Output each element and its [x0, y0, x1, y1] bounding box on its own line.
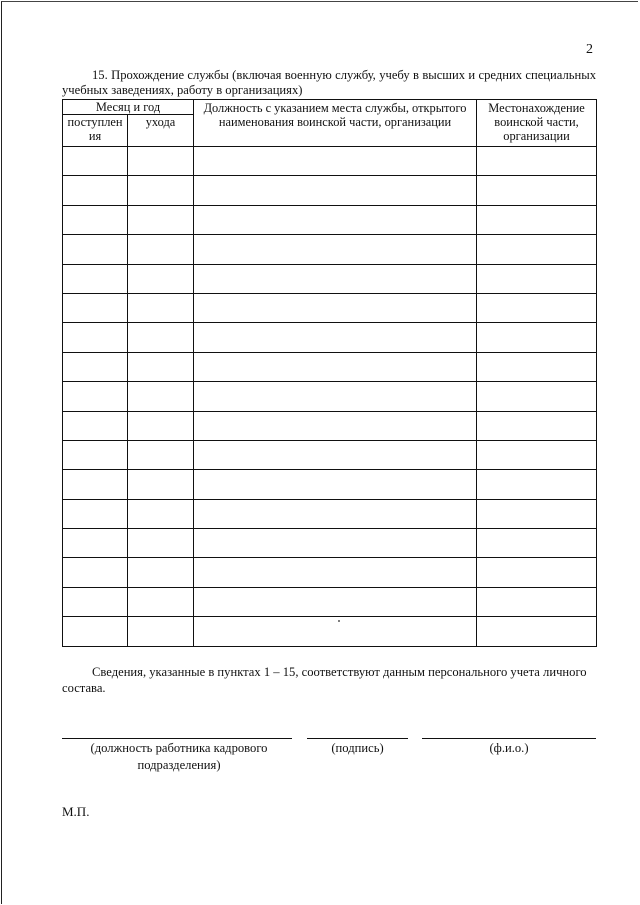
- table-row: [63, 617, 597, 646]
- cell-exit[interactable]: [128, 205, 194, 234]
- signature-line[interactable]: [307, 738, 408, 739]
- page-number: 2: [586, 42, 593, 57]
- cell-entry[interactable]: [63, 558, 128, 587]
- cell-entry[interactable]: [63, 205, 128, 234]
- cell-exit[interactable]: [128, 558, 194, 587]
- cell-location[interactable]: [477, 352, 597, 381]
- cell-entry[interactable]: [63, 176, 128, 205]
- table-row: [63, 323, 597, 352]
- table-row: [63, 235, 597, 264]
- cell-position[interactable]: [194, 293, 477, 322]
- table-row: [63, 293, 597, 322]
- cell-entry[interactable]: [63, 352, 128, 381]
- cell-entry[interactable]: [63, 323, 128, 352]
- table-row: [63, 440, 597, 469]
- cell-exit[interactable]: [128, 499, 194, 528]
- signature-caption: (подпись): [331, 741, 384, 755]
- cell-entry[interactable]: [63, 440, 128, 469]
- cell-position[interactable]: [194, 440, 477, 469]
- cell-location[interactable]: [477, 411, 597, 440]
- cell-location[interactable]: [477, 264, 597, 293]
- cell-location[interactable]: [477, 147, 597, 176]
- statement-text: Сведения, указанные в пунктах 1 – 15, соответствуют данным персонального учета личного состава.: [62, 665, 587, 695]
- cell-entry[interactable]: [63, 235, 128, 264]
- cell-location[interactable]: [477, 235, 597, 264]
- cell-position[interactable]: [194, 205, 477, 234]
- table-row: [63, 558, 597, 587]
- name-signature-line[interactable]: [422, 738, 596, 739]
- cell-exit[interactable]: [128, 176, 194, 205]
- cell-position[interactable]: [194, 617, 477, 646]
- cell-location[interactable]: [477, 293, 597, 322]
- cell-location[interactable]: [477, 323, 597, 352]
- header-month-year: Месяц и год: [63, 100, 194, 115]
- cell-entry[interactable]: [63, 587, 128, 616]
- cell-location[interactable]: [477, 617, 597, 646]
- cell-location[interactable]: [477, 205, 597, 234]
- cell-entry[interactable]: [63, 529, 128, 558]
- cell-position[interactable]: [194, 499, 477, 528]
- table-row: [63, 529, 597, 558]
- cell-position[interactable]: [194, 587, 477, 616]
- table-row: [63, 499, 597, 528]
- cell-position[interactable]: [194, 176, 477, 205]
- cell-position[interactable]: [194, 323, 477, 352]
- header-entry: поступлен ия: [63, 115, 128, 147]
- cell-entry[interactable]: [63, 617, 128, 646]
- header-exit: ухода: [128, 115, 194, 147]
- cell-location[interactable]: [477, 440, 597, 469]
- cell-exit[interactable]: [128, 382, 194, 411]
- position-caption: (должность работника кадрового подразделения): [90, 741, 268, 772]
- cell-position[interactable]: [194, 264, 477, 293]
- table-row: [63, 205, 597, 234]
- position-signature-line[interactable]: [62, 738, 292, 739]
- cell-location[interactable]: [477, 558, 597, 587]
- cell-position[interactable]: [194, 352, 477, 381]
- table-row: [63, 470, 597, 499]
- cell-location[interactable]: [477, 529, 597, 558]
- cell-exit[interactable]: [128, 264, 194, 293]
- cell-entry[interactable]: [63, 470, 128, 499]
- table-row: [63, 264, 597, 293]
- cell-exit[interactable]: [128, 411, 194, 440]
- cell-exit[interactable]: [128, 470, 194, 499]
- header-location: Местонахождение воинской части, организации: [477, 100, 597, 147]
- cell-location[interactable]: [477, 587, 597, 616]
- cell-exit[interactable]: [128, 617, 194, 646]
- table-row: [63, 147, 597, 176]
- cell-exit[interactable]: [128, 235, 194, 264]
- cell-location[interactable]: [477, 382, 597, 411]
- cell-entry[interactable]: [63, 147, 128, 176]
- cell-exit[interactable]: [128, 147, 194, 176]
- cell-position[interactable]: [194, 147, 477, 176]
- cell-entry[interactable]: [63, 499, 128, 528]
- table-row: [63, 411, 597, 440]
- cell-exit[interactable]: [128, 440, 194, 469]
- cell-entry[interactable]: [63, 293, 128, 322]
- cell-exit[interactable]: [128, 352, 194, 381]
- cell-position[interactable]: [194, 558, 477, 587]
- section-title: 15. Прохождение службы (включая военную службу, учебу в высших и средних специальных учебных заведениях, работу в организациях): [62, 68, 596, 97]
- cell-location[interactable]: [477, 176, 597, 205]
- table-row: [63, 352, 597, 381]
- cell-position[interactable]: [194, 235, 477, 264]
- cell-position[interactable]: [194, 470, 477, 499]
- service-table: [62, 99, 597, 647]
- table-row: [63, 176, 597, 205]
- cell-exit[interactable]: [128, 293, 194, 322]
- cell-position[interactable]: [194, 382, 477, 411]
- cell-exit[interactable]: [128, 323, 194, 352]
- table-row: [63, 587, 597, 616]
- table-row: [63, 382, 597, 411]
- stray-mark: [338, 620, 340, 622]
- cell-entry[interactable]: [63, 264, 128, 293]
- table-body: [63, 147, 597, 647]
- cell-exit[interactable]: [128, 529, 194, 558]
- cell-location[interactable]: [477, 470, 597, 499]
- cell-position[interactable]: [194, 529, 477, 558]
- header-position: Должность с указанием места службы, открытого наименования воинской части, организации: [194, 100, 477, 147]
- cell-exit[interactable]: [128, 587, 194, 616]
- cell-location[interactable]: [477, 499, 597, 528]
- cell-position[interactable]: [194, 411, 477, 440]
- cell-entry[interactable]: [63, 411, 128, 440]
- cell-entry[interactable]: [63, 382, 128, 411]
- name-caption: (ф.и.о.): [489, 741, 529, 755]
- stamp-placeholder: М.П.: [62, 804, 90, 819]
